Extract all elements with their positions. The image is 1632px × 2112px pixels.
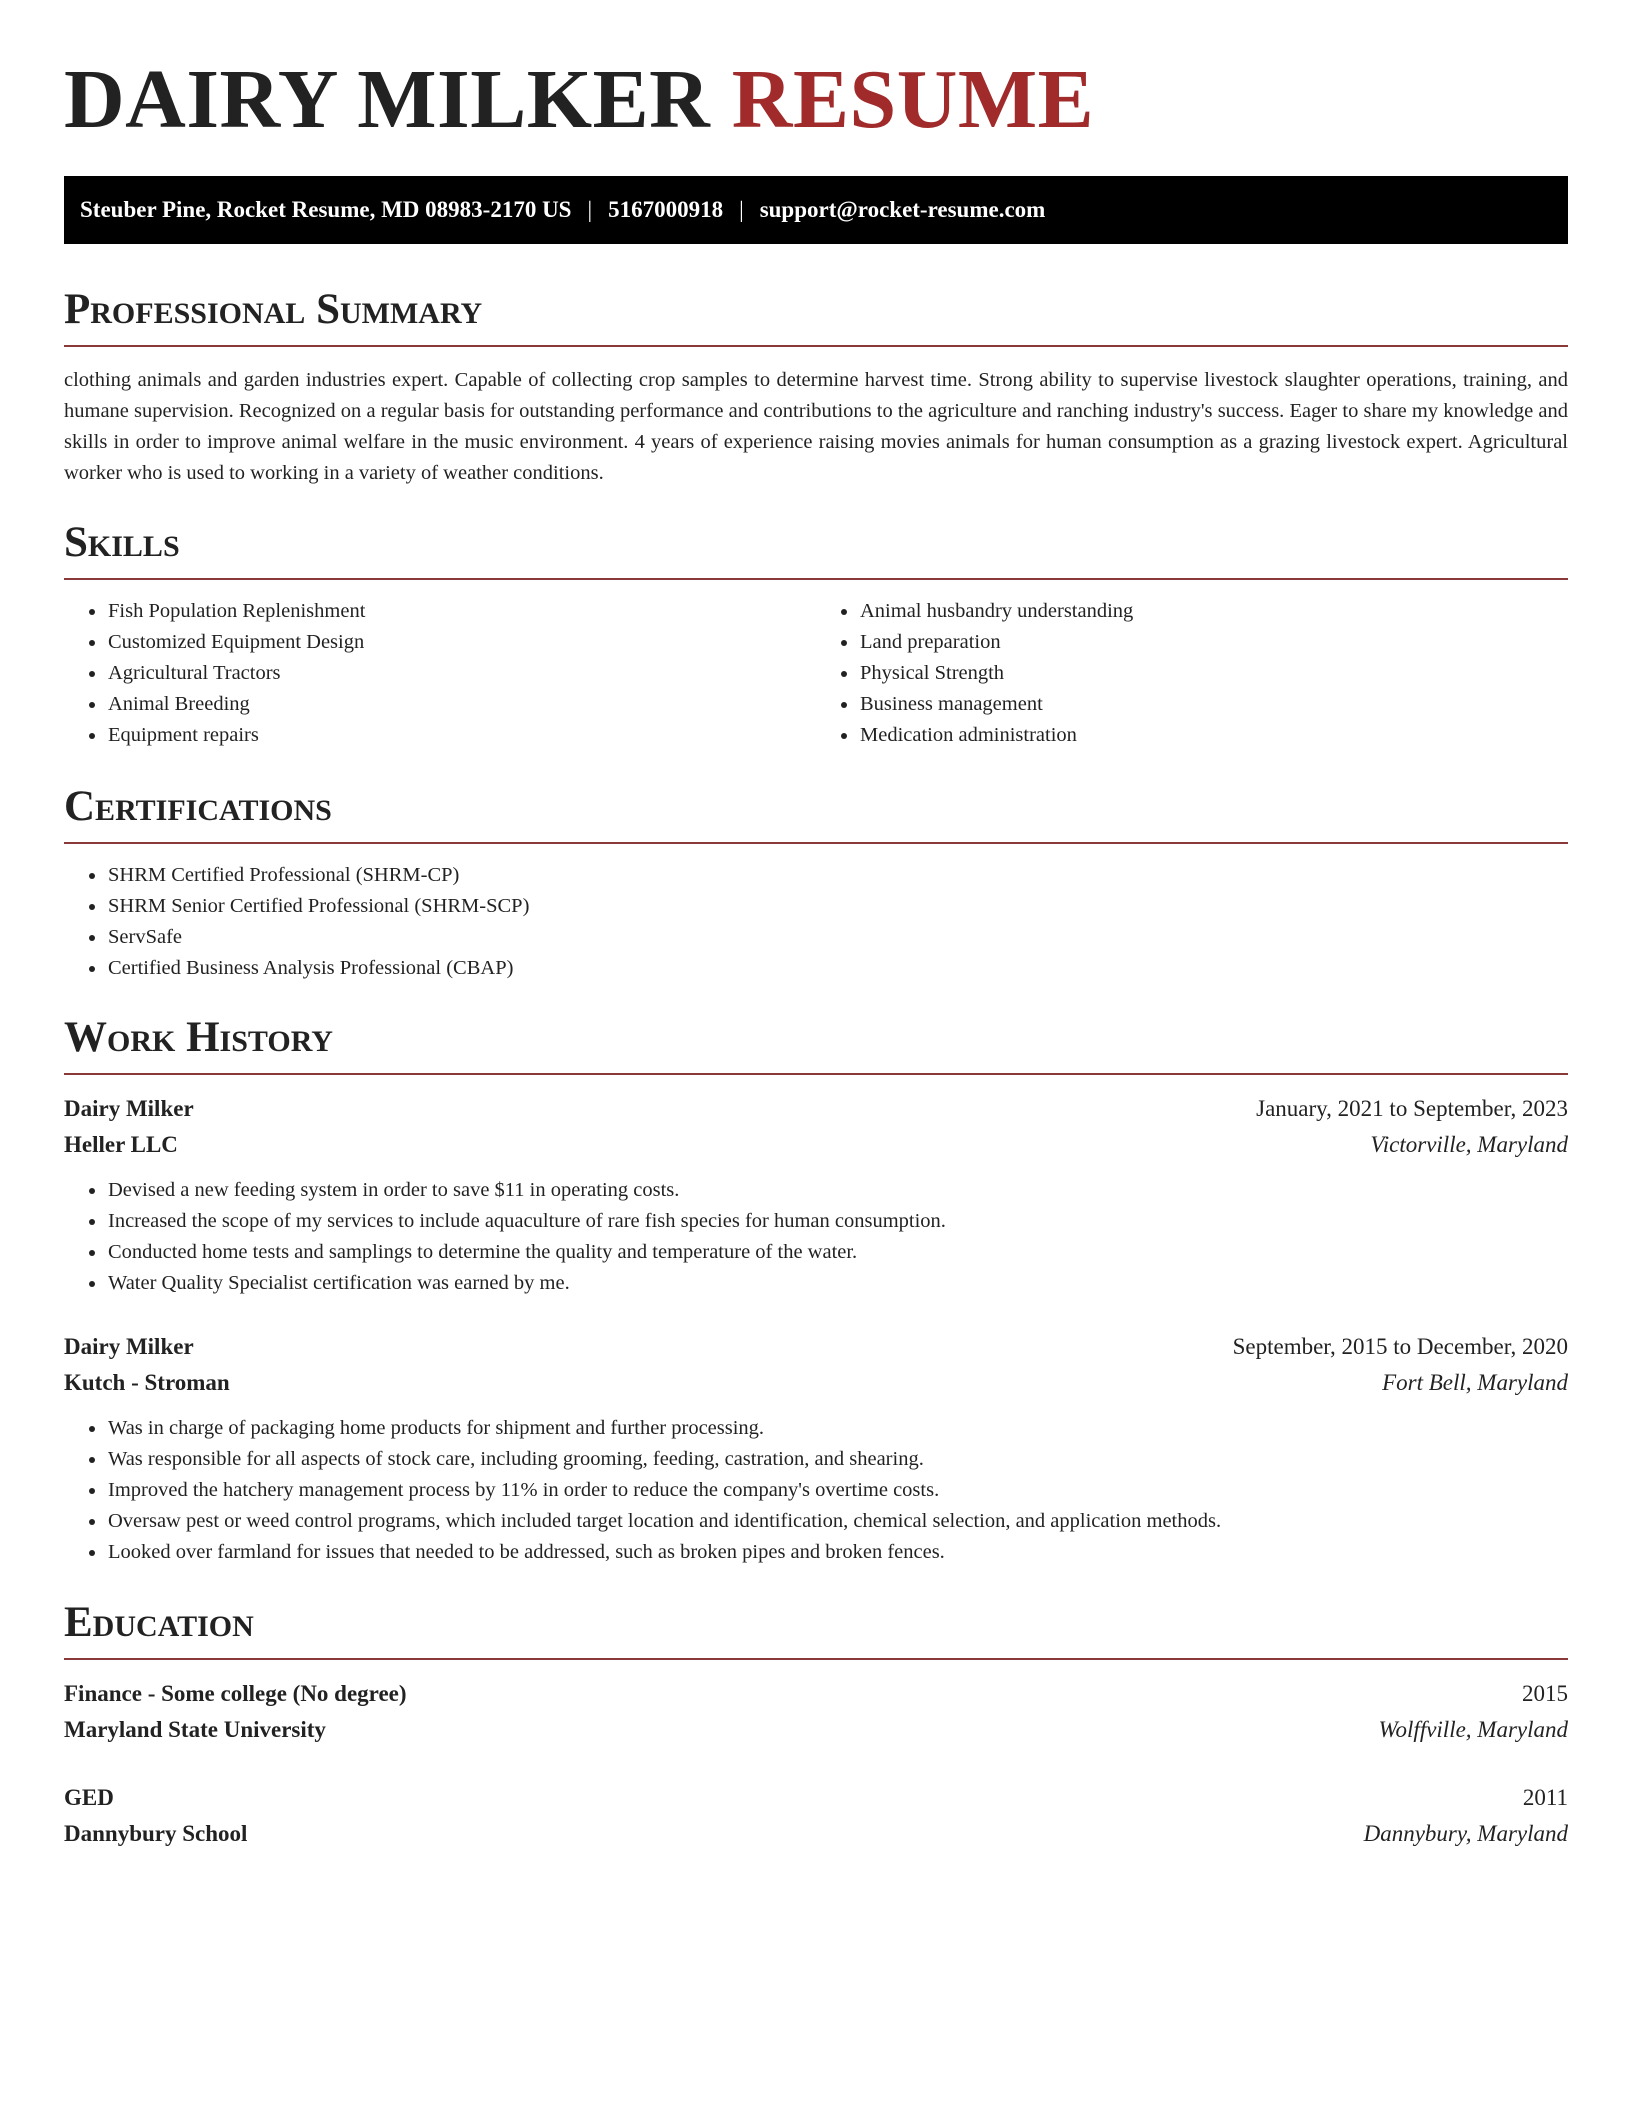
summary-section: [64, 283, 1568, 489]
job-bullet: • Devised a new feeding system in order to save $11 in operating costs.: [107, 1175, 1568, 1206]
certification-item: • Certified Business Analysis Professional (CBAP): [107, 953, 1568, 984]
education-entry: [64, 1676, 1568, 1748]
education-header: [64, 1780, 1568, 1816]
job-bullet: • Looked over farmland for issues that needed to be addressed, such as broken pipes and broken fences.: [107, 1537, 1568, 1568]
skill-item: • Agricultural Tractors: [107, 658, 816, 689]
resume-title: [64, 0, 1568, 144]
job-entry: [64, 1091, 1568, 1299]
education-subheader: [64, 1712, 1568, 1748]
job-header: [64, 1329, 1568, 1365]
education-location: Wolffville, Maryland: [1378, 1717, 1568, 1742]
certification-item: • ServSafe: [107, 922, 1568, 953]
job-location: Fort Bell, Maryland: [1382, 1370, 1568, 1395]
job-bullet: • Increased the scope of my services to include aquaculture of rare fish species for human consumption.: [107, 1206, 1568, 1237]
summary-text: clothing animals and garden industries expert. Capable of collecting crop samples to determine harvest time. Strong ability to supervise livestock slaughter operations, training, and humane supervision. Recognized on a regular basis for outstanding performance and contributions to the agriculture and ranching industry's success. Eager to share my knowledge and skills in order to improve animal welfare in the music environment. 4 years of experience raising movies animals for human consumption as a grazing livestock expert. Agricultural worker who is used to working in a variety of weather conditions.: [64, 369, 1568, 484]
job-bullet: • Oversaw pest or weed control programs, which included target location and identification, chemical selection, and application methods.: [107, 1506, 1568, 1537]
skill-item: • Land preparation: [859, 627, 1568, 658]
skills-section: [64, 516, 1568, 751]
skill-item: • Medication administration: [859, 720, 1568, 751]
job-company: Heller LLC: [64, 1132, 178, 1157]
job-company: Kutch - Stroman: [64, 1370, 230, 1395]
certification-item: • SHRM Senior Certified Professional (SHRM-SCP): [107, 891, 1568, 922]
job-bullets: [64, 1175, 1568, 1299]
skill-item: • Animal husbandry understanding: [859, 596, 1568, 627]
section-heading: Professional Summary: [64, 286, 483, 333]
section-heading: Education: [64, 1599, 254, 1646]
skills-column-left: [64, 596, 816, 751]
skill-item: • Fish Population Replenishment: [107, 596, 816, 627]
education-year: 2011: [1522, 1785, 1568, 1810]
title-accent: RESUME: [731, 53, 1095, 146]
skill-item: • Animal Breeding: [107, 689, 816, 720]
job-bullet: • Water Quality Specialist certification was earned by me.: [107, 1268, 1568, 1299]
job-dates: September, 2015 to December, 2020: [1232, 1334, 1568, 1359]
job-title: Dairy Milker: [64, 1096, 194, 1121]
education-degree: GED: [64, 1785, 114, 1810]
education-entry: [64, 1780, 1568, 1852]
section-heading: Certifications: [64, 783, 332, 830]
education-section: [64, 1596, 1568, 1852]
education-year: 2015: [1522, 1681, 1568, 1706]
job-dates: January, 2021 to September, 2023: [1256, 1096, 1568, 1121]
section-divider: [64, 1073, 1568, 1075]
job-bullet: • Improved the hatchery management process by 11% in order to reduce the company's overtime costs.: [107, 1475, 1568, 1506]
job-entry: [64, 1329, 1568, 1568]
certifications-list: [64, 860, 1568, 984]
title-main: DAIRY MILKER: [64, 53, 711, 146]
contact-email: support@rocket-resume.com: [759, 197, 1046, 222]
job-bullets: [64, 1413, 1568, 1568]
contact-separator: |: [739, 197, 744, 222]
skills-grid: [64, 596, 1568, 751]
certification-item: • SHRM Certified Professional (SHRM-CP): [107, 860, 1568, 891]
education-degree: Finance - Some college (No degree): [64, 1681, 407, 1706]
skill-item: • Physical Strength: [859, 658, 1568, 689]
section-divider: [64, 842, 1568, 844]
education-subheader: [64, 1816, 1568, 1852]
contact-separator: |: [587, 197, 593, 222]
skill-item: • Customized Equipment Design: [107, 627, 816, 658]
certifications-section: [64, 780, 1568, 984]
skill-item: • Business management: [859, 689, 1568, 720]
section-divider: [64, 578, 1568, 580]
contact-bar: [64, 176, 1568, 244]
job-location: Victorville, Maryland: [1370, 1132, 1568, 1157]
section-divider: [64, 345, 1568, 347]
education-header: [64, 1676, 1568, 1712]
job-subheader: [64, 1365, 1568, 1401]
education-location: Dannybury, Maryland: [1363, 1821, 1568, 1846]
work-history-section: [64, 1011, 1568, 1568]
job-bullet: • Was responsible for all aspects of stock care, including grooming, feeding, castration, and shearing.: [107, 1444, 1568, 1475]
section-heading: Work History: [64, 1014, 333, 1061]
section-heading: Skills: [64, 519, 180, 566]
education-school: Dannybury School: [64, 1821, 248, 1846]
contact-address: Steuber Pine, Rocket Resume, MD 08983-2170 US: [80, 197, 572, 222]
job-bullet: • Conducted home tests and samplings to determine the quality and temperature of the water.: [107, 1237, 1568, 1268]
job-title: Dairy Milker: [64, 1334, 194, 1359]
skill-item: • Equipment repairs: [107, 720, 816, 751]
section-divider: [64, 1658, 1568, 1660]
job-subheader: [64, 1127, 1568, 1163]
contact-phone: 5167000918: [608, 197, 724, 222]
job-header: [64, 1091, 1568, 1127]
skills-column-right: [816, 596, 1568, 751]
education-school: Maryland State University: [64, 1717, 326, 1742]
job-bullet: • Was in charge of packaging home products for shipment and further processing.: [107, 1413, 1568, 1444]
